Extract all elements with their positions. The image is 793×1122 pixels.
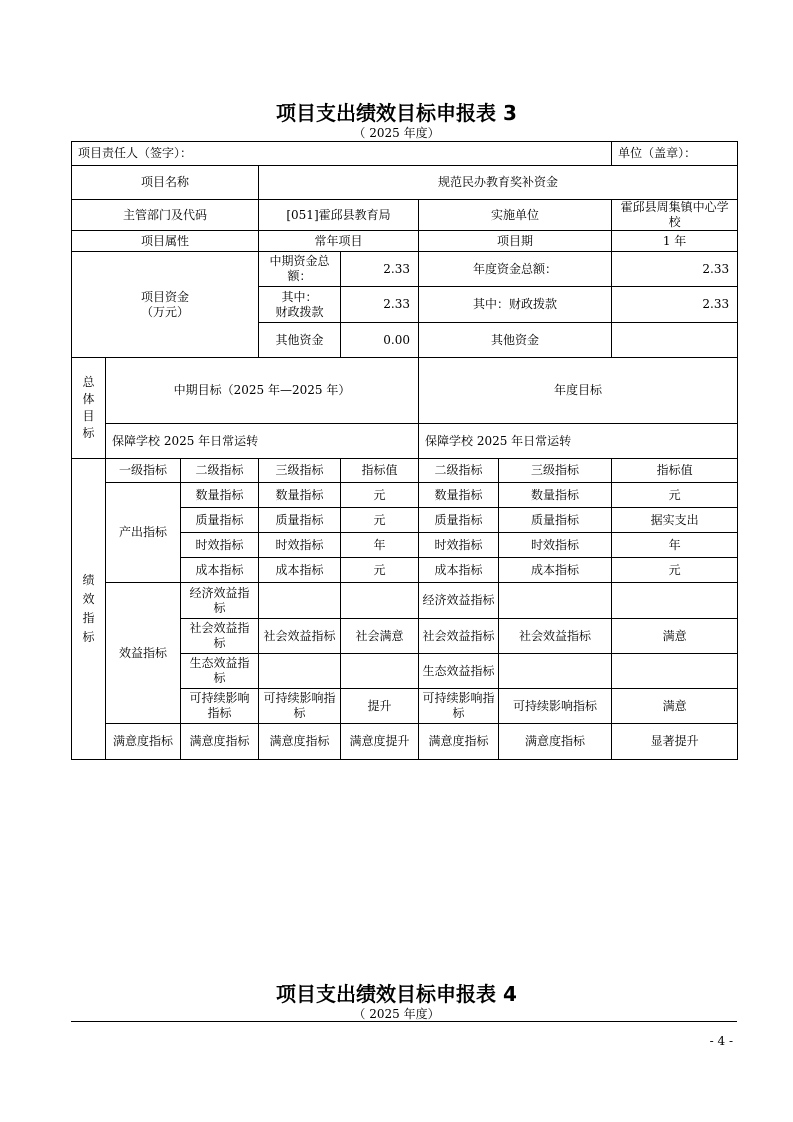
indicator-cell: 可持续影响指标 xyxy=(499,689,612,724)
impl-value: 霍邱县周集镇中心学校 xyxy=(612,200,738,231)
mid-fiscal-label xyxy=(259,287,341,323)
indicator-cell xyxy=(612,583,738,619)
attr-label: 项目属性 xyxy=(72,231,259,252)
indicator-cell: 数量指标 xyxy=(419,483,499,508)
annual-total: 2.33 xyxy=(612,252,738,287)
impl-label: 实施单位 xyxy=(419,200,612,231)
header-cell: 一级指标 xyxy=(106,459,181,483)
satisfaction-label: 满意度指标 xyxy=(106,724,181,760)
benefit-label: 效益指标 xyxy=(106,583,181,724)
header-cell: 三级指标 xyxy=(259,459,341,483)
indicator-cell: 满意 xyxy=(612,619,738,654)
indicator-cell xyxy=(499,583,612,619)
indicator-cell: 元 xyxy=(612,558,738,583)
year-line-4: （ 2025 年度） xyxy=(353,1007,440,1021)
indicator-cell xyxy=(612,654,738,689)
header-cell: 指标值 xyxy=(612,459,738,483)
divider xyxy=(71,1021,737,1022)
annual-other-label: 其他资金 xyxy=(419,323,612,358)
indicator-cell: 时效指标 xyxy=(419,533,499,558)
indicator-cell: 成本指标 xyxy=(181,558,259,583)
fund-label-line2: （万元） xyxy=(140,304,189,319)
indicator-cell: 时效指标 xyxy=(259,533,341,558)
attr-value: 常年项目 xyxy=(259,231,419,252)
annual-goal: 保障学校 2025 年日常运转 xyxy=(419,424,738,459)
project-name-label: 项目名称 xyxy=(72,166,259,200)
indicator-cell: 可持续影响指标 xyxy=(181,689,259,724)
performance-table xyxy=(71,141,738,760)
indicator-cell: 满意度指标 xyxy=(419,724,499,760)
indicator-cell: 质量指标 xyxy=(181,508,259,533)
fund-label-line1: 项目资金 xyxy=(140,289,189,304)
indicator-cell: 满意度指标 xyxy=(181,724,259,760)
annual-total-label: 年度资金总额： xyxy=(419,252,612,287)
year-line-3: （ 2025 年度） xyxy=(353,126,440,140)
period-label: 项目期 xyxy=(419,231,612,252)
indicator-cell: 生态效益指标 xyxy=(181,654,259,689)
output-label: 产出指标 xyxy=(106,483,181,583)
overall-goal-label: 总 体 目 标 xyxy=(72,358,106,459)
indicator-cell: 质量指标 xyxy=(499,508,612,533)
indicator-cell: 社会满意 xyxy=(341,619,419,654)
mid-fiscal-label-line1: 其中： xyxy=(281,289,318,304)
indicator-cell: 成本指标 xyxy=(499,558,612,583)
indicator-cell: 社会效益指标 xyxy=(419,619,499,654)
indicator-cell: 可持续影响指标 xyxy=(259,689,341,724)
indicator-cell xyxy=(341,583,419,619)
unit-label: 单位（盖章）： xyxy=(612,142,738,166)
header-cell: 二级指标 xyxy=(181,459,259,483)
page-number: - 4 - xyxy=(709,1034,733,1048)
indicator-cell: 满意 xyxy=(612,689,738,724)
indicator-cell: 经济效益指标 xyxy=(419,583,499,619)
indicator-cell xyxy=(259,654,341,689)
perf-label: 绩 效 指 标 xyxy=(72,459,106,760)
indicator-cell xyxy=(499,654,612,689)
dept-value: [051]霍邱县教育局 xyxy=(259,200,419,231)
indicator-cell: 显著提升 xyxy=(612,724,738,760)
indicator-cell: 提升 xyxy=(341,689,419,724)
indicator-cell: 满意度指标 xyxy=(259,724,341,760)
responsible-label: 项目责任人（签字）： xyxy=(72,142,612,166)
mid-total: 2.33 xyxy=(341,252,419,287)
indicator-cell: 可持续影响指标 xyxy=(419,689,499,724)
mid-goal-header: 中期目标（2025 年—2025 年） xyxy=(106,358,419,424)
mid-other-label: 其他资金 xyxy=(259,323,341,358)
indicator-cell: 质量指标 xyxy=(259,508,341,533)
mid-total-label: 中期资金总额： xyxy=(259,252,341,287)
indicator-cell: 成本指标 xyxy=(419,558,499,583)
indicator-cell: 元 xyxy=(341,558,419,583)
mid-fiscal-label-line2: 财政拨款 xyxy=(275,304,324,319)
indicator-cell: 据实支出 xyxy=(612,508,738,533)
indicator-cell: 时效指标 xyxy=(499,533,612,558)
indicator-cell: 年 xyxy=(341,533,419,558)
header-cell: 三级指标 xyxy=(499,459,612,483)
header-cell: 二级指标 xyxy=(419,459,499,483)
indicator-cell xyxy=(341,654,419,689)
indicator-cell xyxy=(259,583,341,619)
indicator-cell: 年 xyxy=(612,533,738,558)
indicator-cell: 社会效益指标 xyxy=(181,619,259,654)
indicator-cell: 成本指标 xyxy=(259,558,341,583)
indicator-cell: 数量指标 xyxy=(181,483,259,508)
project-name: 规范民办教育奖补资金 xyxy=(259,166,738,200)
dept-label: 主管部门及代码 xyxy=(72,200,259,231)
annual-goal-header: 年度目标 xyxy=(419,358,738,424)
mid-other: 0.00 xyxy=(341,323,419,358)
indicator-cell: 质量指标 xyxy=(419,508,499,533)
indicator-cell: 社会效益指标 xyxy=(259,619,341,654)
period-value: 1 年 xyxy=(612,231,738,252)
indicator-cell: 元 xyxy=(612,483,738,508)
indicator-cell: 时效指标 xyxy=(181,533,259,558)
indicator-cell: 经济效益指标 xyxy=(181,583,259,619)
header-cell: 指标值 xyxy=(341,459,419,483)
indicator-cell: 数量指标 xyxy=(499,483,612,508)
indicator-cell: 社会效益指标 xyxy=(499,619,612,654)
annual-fiscal: 2.33 xyxy=(612,287,738,323)
page-title-3: 项目支出绩效目标申报表 3 xyxy=(276,101,517,125)
indicator-cell: 数量指标 xyxy=(259,483,341,508)
mid-fiscal: 2.33 xyxy=(341,287,419,323)
annual-fiscal-label: 其中：财政拨款 xyxy=(419,287,612,323)
annual-other xyxy=(612,323,738,358)
indicator-cell: 元 xyxy=(341,483,419,508)
mid-goal: 保障学校 2025 年日常运转 xyxy=(106,424,419,459)
indicator-cell: 元 xyxy=(341,508,419,533)
indicator-cell: 满意度指标 xyxy=(499,724,612,760)
fund-label xyxy=(72,252,259,358)
page-title-4: 项目支出绩效目标申报表 4 xyxy=(276,982,517,1006)
indicator-cell: 生态效益指标 xyxy=(419,654,499,689)
indicator-cell: 满意度提升 xyxy=(341,724,419,760)
